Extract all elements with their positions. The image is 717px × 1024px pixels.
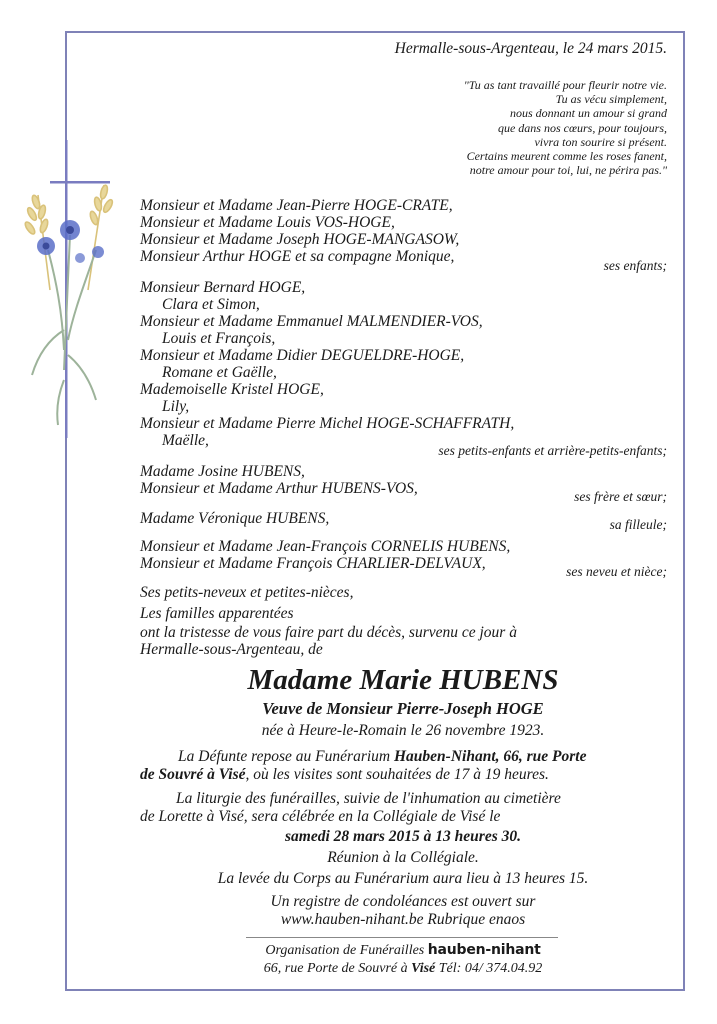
poem-line: notre amour pour toi, lui, ne périra pas."	[469, 163, 667, 178]
poem-line: "Tu as tant travaillé pour fleurir notre vie.	[463, 78, 667, 92]
family-line: Monsieur et Madame Pierre Michel HOGE-SCHAFFRATH,	[140, 415, 515, 432]
cross-with-flowers-illustration	[8, 140, 128, 440]
announcement-line: Hermalle-sous-Argenteau, de	[140, 641, 323, 658]
family-line: Monsieur et Madame Arthur HUBENS-VOS,	[140, 480, 418, 497]
family-line: Monsieur et Madame Joseph HOGE-MANGASOW,	[140, 231, 460, 248]
children-label: ses enfants;	[603, 258, 667, 273]
family-line: Romane et Gaëlle,	[162, 364, 277, 381]
nephews-list	[140, 538, 510, 572]
family-line: Clara et Simon,	[162, 296, 260, 313]
grandchildren-list	[140, 279, 514, 449]
announcement-text	[140, 583, 517, 658]
cross-horizontal-bar	[50, 181, 110, 184]
children-list	[140, 197, 459, 265]
family-line: Monsieur et Madame Louis VOS-HOGE,	[140, 214, 395, 231]
liturgy-info: La liturgie des funérailles, suivie de l'inhumation au cimetière de Lorette à Visé, sera célébrée en la Collégiale de Visé le	[140, 790, 561, 825]
birth-info: née à Heure-le-Romain le 26 novembre 1923.	[261, 722, 545, 739]
family-line: Monsieur et Madame Emmanuel MALMENDIER-VOS,	[140, 313, 483, 330]
family-line: Monsieur Bernard HOGE,	[140, 279, 306, 296]
family-line: Louis et François,	[162, 330, 276, 347]
announcement-line: ont la tristesse de vous faire part du décès, survenu ce jour à	[140, 624, 517, 641]
goddaughter: Madame Véronique HUBENS,	[140, 510, 330, 527]
poem-line: Certains meurent comme les roses fanent,	[466, 149, 667, 164]
family-line: Madame Josine HUBENS,	[140, 463, 305, 480]
rest-info: La Défunte repose au Funérarium Hauben-Nihant, 66, rue Porte de Souvré à Visé, où les visites sont souhaitées de 17 à 19 heures.	[140, 748, 587, 783]
footer-divider	[246, 937, 558, 938]
family-line: Maëlle,	[162, 432, 209, 449]
hauben-nihant-logo: hauben-nihant	[427, 942, 541, 958]
family-line: Monsieur et Madame Jean-François CORNELIS HUBENS,	[140, 538, 511, 555]
family-line: Monsieur et Madame Didier DEGUELDRE-HOGE,	[140, 347, 465, 364]
siblings-label: ses frère et sœur;	[574, 489, 667, 504]
family-line: Monsieur et Madame Jean-Pierre HOGE-CRATE,	[140, 197, 453, 214]
ceremony-date: samedi 28 mars 2015 à 13 heures 30.	[285, 828, 521, 845]
poem-line: que dans nos cœurs, pour toujours,	[497, 120, 667, 135]
grandchildren-label: ses petits-enfants et arrière-petits-enfants;	[438, 443, 667, 458]
siblings-list	[140, 463, 418, 497]
poem-line: vivra ton sourire si présent.	[534, 134, 667, 149]
levee-info: La levée du Corps au Funérarium aura lieu à 13 heures 15.	[217, 870, 589, 887]
family-line: Monsieur Arthur HOGE et sa compagne Monique,	[140, 248, 455, 265]
poem	[464, 78, 667, 177]
condolence-registry: Un registre de condoléances est ouvert sur www.hauben-nihant.be Rubrique enaos	[140, 893, 666, 929]
meeting-info: Réunion à la Collégiale.	[327, 849, 479, 866]
nephews-label: ses neveu et nièce;	[566, 564, 667, 579]
family-line: Monsieur et Madame François CHARLIER-DELVAUX,	[140, 555, 486, 572]
goddaughter-label: sa filleule;	[609, 517, 667, 532]
poem-line: nous donnant un amour si grand	[509, 106, 667, 121]
widow-of: Veuve de Monsieur Pierre-Joseph HOGE	[262, 699, 544, 718]
leaf-icon	[32, 235, 96, 425]
announcement-line: Ses petits-neveux et petites-nièces,	[140, 584, 354, 601]
footer-organisation: Organisation de Funérailles hauben-nihant	[265, 942, 541, 958]
deceased-name: Madame Marie HUBENS	[247, 664, 559, 696]
place-and-date: Hermalle-sous-Argenteau, le 24 mars 2015.	[394, 40, 667, 57]
registry-link[interactable]: www.hauben-nihant.be Rubrique enaos	[280, 911, 526, 928]
announcement-line: Les familles apparentées	[140, 604, 294, 622]
footer-address: 66, rue Porte de Souvré à Visé Tél: 04/ 374.04.92	[263, 961, 543, 976]
poem-line: Tu as vécu simplement,	[555, 92, 667, 107]
family-line: Mademoiselle Kristel HOGE,	[140, 381, 324, 398]
family-line: Lily,	[162, 398, 190, 415]
